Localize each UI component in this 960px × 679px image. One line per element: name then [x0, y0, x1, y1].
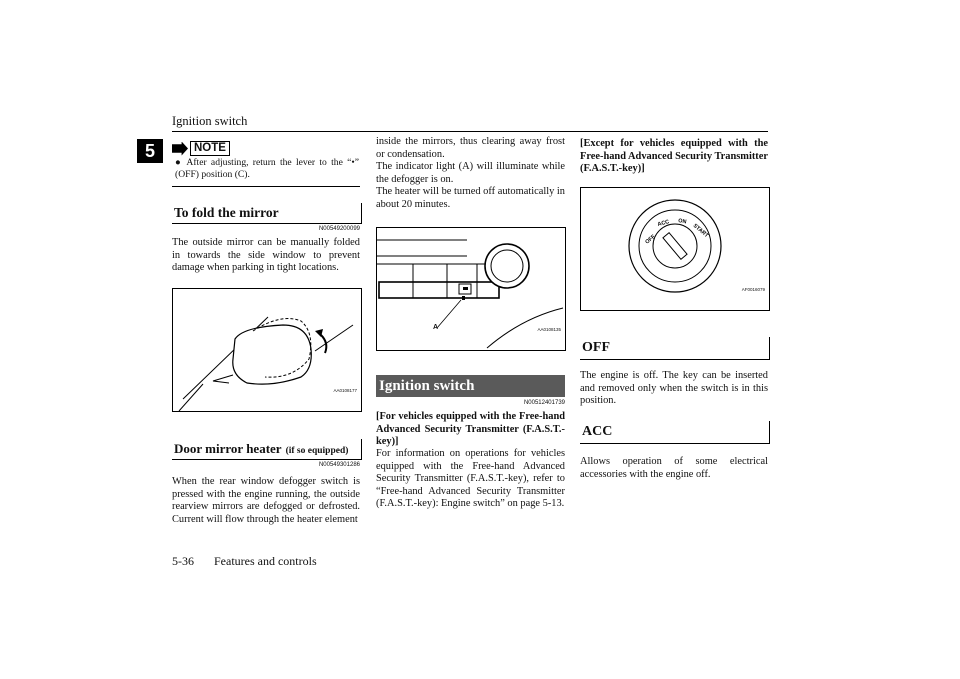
- heater-heading-text: Door mirror heater: [174, 441, 282, 456]
- note-arrow-icon: [172, 142, 188, 156]
- dial-label-start: START: [691, 222, 710, 240]
- heater-body: When the rear window defogger switch is pressed with the engine running, the outside rearview mirrors are defogged or defrosted. Current will flow through the heater element: [172, 476, 360, 525]
- callout-a: A: [433, 324, 439, 331]
- except-heading: [Except for vehicles equipped with the Free-hand Advanced Security Transmitter (F.A.S.T.-key)]: [580, 138, 768, 174]
- heater-heading: [172, 439, 362, 460]
- note-bullet-text: After adjusting, return the lever to the “•” (OFF) position (C).: [175, 157, 359, 180]
- note-badge: [172, 141, 230, 156]
- heater-heading-suffix: (if so equipped): [285, 446, 349, 456]
- fold-mirror-body: The outside mirror can be manually folded in towards the side window to prevent damage when parking in tight locations.: [172, 237, 360, 273]
- chapter-tab: 5: [137, 139, 163, 163]
- acc-heading: ACC: [580, 421, 770, 444]
- ignition-figure: [580, 187, 770, 311]
- fast-key-heading: [For vehicles equipped with the Free-hand Advanced Security Transmitter (F.A.S.T.-key)]: [376, 411, 565, 447]
- heater-body-cont: [376, 136, 565, 211]
- heater-indicator-text: The indicator light (A) will illuminate while the defogger is on.: [376, 161, 565, 185]
- dial-label-off: OFF: [644, 233, 657, 246]
- heater-code: N00549301286: [318, 462, 360, 468]
- note-text: [175, 157, 359, 180]
- fold-mirror-code: N00549200099: [318, 226, 360, 232]
- defogger-figure: [376, 227, 566, 351]
- defogger-figure-id: AA0108135: [537, 327, 561, 332]
- heater-body-cont-text: inside the mirrors, thus clearing away frost or condensation.: [376, 136, 565, 160]
- header-rule: [172, 131, 768, 132]
- footer-section: Features and controls: [214, 554, 317, 568]
- ignition-figure-id: AF0016079: [741, 287, 765, 292]
- fold-mirror-figure-id: AA0108177: [333, 388, 357, 393]
- heater-auto-off-text: The heater will be turned off automatically in about 20 minutes.: [376, 186, 565, 210]
- dial-label-on: ON: [677, 218, 687, 226]
- off-heading: OFF: [580, 337, 770, 360]
- bullet-icon: ●: [175, 157, 183, 168]
- ignition-heading: Ignition switch: [376, 375, 565, 397]
- off-body: The engine is off. The key can be inserted and removed only when the switch is in this position.: [580, 370, 768, 406]
- dial-label-acc: ACC: [656, 219, 671, 228]
- note-label: NOTE: [190, 141, 230, 156]
- fast-key-body: For information on operations for vehicles equipped with the Free-hand Advanced Security Transmitter (F.A.S.T.-key), refer to “Free-hand Advanced Security Transmitter (F.A.S.T.-key): Engine switch” on page 5-13.: [376, 448, 565, 509]
- running-header: Ignition switch: [172, 114, 248, 128]
- fold-mirror-heading: To fold the mirror: [172, 203, 362, 224]
- ignition-code: N00512401739: [523, 400, 565, 406]
- fold-mirror-figure: [172, 288, 362, 412]
- acc-body: Allows operation of some electrical accessories with the engine off.: [580, 456, 768, 480]
- page-number: 5-36: [172, 554, 194, 568]
